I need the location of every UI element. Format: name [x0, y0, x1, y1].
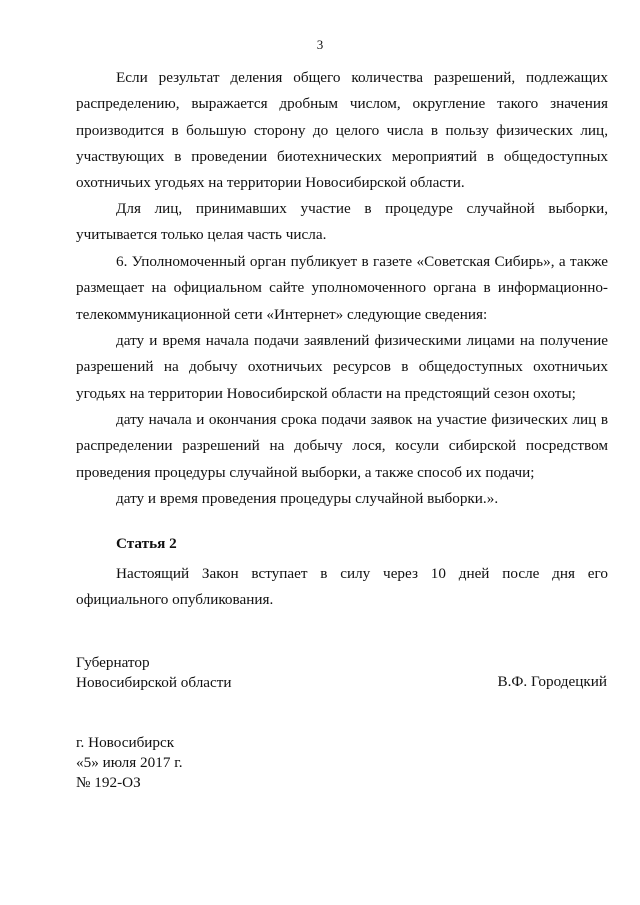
footer-city: г. Новосибирск: [76, 734, 175, 751]
paragraph-rounding-rule: Если результат деления общего количества разрешений, подлежащих распределению, выражается дробным числом, округление такого значения производится в большую сторону до целого числа в пользу физических лиц, участвующих в проведении биотехнических мероприятий в общедоступных охотничьих угодьях на территории Новосибирской области.: [76, 69, 608, 192]
paragraph-publication-item-6: 6. Уполномоченный орган публикует в газете «Советская Сибирь», а также размещает на официальном сайте уполномоченного органа в информационно-телекоммуникационной сети «Интернет» следующие сведения:: [76, 253, 608, 323]
signatory-title: [76, 653, 232, 693]
signatory-title-line-2: Новосибирской области: [76, 674, 232, 691]
paragraph-submission-period: дату начала и окончания срока подачи заявок на участие физических лиц в распределении разрешений на добычу лося, косули сибирской посредством проведения процедуры случайной выборки, а также способ их подачи;: [76, 411, 608, 481]
footer-date: «5» июля 2017 г.: [76, 754, 183, 771]
paragraph-selection-date: дату и время проведения процедуры случайной выборки.».: [116, 490, 499, 507]
paragraph-entry-into-force: Настоящий Закон вступает в силу через 10 дней после дня его официального опубликования.: [76, 565, 608, 609]
signatory-title-line-1: Губернатор: [76, 654, 150, 671]
document-footer: [76, 733, 183, 793]
article-heading: Статья 2: [116, 535, 177, 552]
footer-law-number: № 192-ОЗ: [76, 774, 141, 791]
page-number: 3: [316, 37, 324, 52]
paragraph-integer-part: Для лиц, принимавших участие в процедуре случайной выборки, учитывается только целая часть числа.: [76, 200, 608, 244]
signatory-name: В.Ф. Городецкий: [497, 673, 607, 690]
paragraph-application-dates: дату и время начала подачи заявлений физическими лицами на получение разрешений на добычу охотничьих ресурсов в общедоступных охотничьих угодьях на территории Новосибирской области на предстоящий сезон охоты;: [76, 332, 608, 402]
